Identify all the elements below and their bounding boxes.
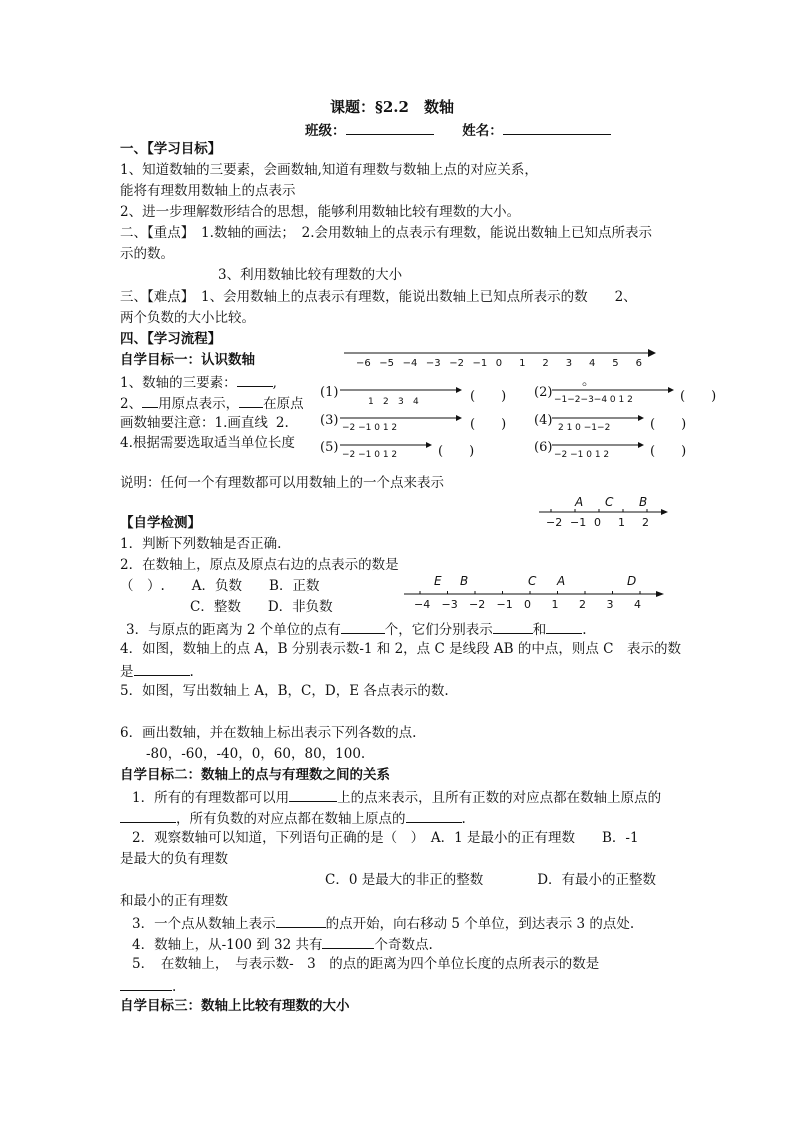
- main-axis-tick-label: 3: [565, 358, 573, 369]
- g2-p5-b: .: [172, 979, 177, 995]
- main-axis-tick-label: −1: [472, 358, 488, 369]
- main-axis-tick-label: 0: [495, 358, 503, 369]
- page-title: 课题：§2.2 数轴: [330, 98, 454, 116]
- positive-blank[interactable]: [239, 393, 263, 408]
- g2-p5: 5． 在数轴上， 与表示数- 3 的点的距离为四个单位长度的点所表示的数是: [132, 956, 600, 972]
- ed-tick-label: −2: [469, 598, 486, 611]
- mini-3-label: (3): [320, 413, 339, 428]
- q4-blank[interactable]: [134, 661, 190, 676]
- mini-axis-6: [552, 439, 652, 465]
- q3-text-d: .: [582, 622, 587, 638]
- goal1-l2-prefix: 2、: [120, 396, 143, 412]
- q6: 6．画出数轴，并在数轴上标出表示下列各数的点.: [120, 725, 417, 741]
- abc-tick-label: 0: [594, 516, 601, 529]
- ed-point-label: E: [434, 574, 442, 588]
- ed-point-label: C: [528, 574, 537, 588]
- g2-p3: [132, 913, 634, 933]
- main-axis-tick-label: −3: [425, 358, 441, 369]
- abc-number-line: [535, 494, 675, 530]
- check-heading: 【自学检测】: [120, 515, 201, 531]
- main-axis-tick-label: 5: [612, 358, 619, 369]
- class-blank[interactable]: [346, 120, 434, 135]
- mini-axis-2: [552, 384, 678, 410]
- g2-p1-d: .: [461, 811, 466, 827]
- goal1-l3-tail: 2.: [275, 415, 289, 431]
- q3-blank-3[interactable]: [546, 619, 582, 634]
- abc-tick-label: −1: [570, 516, 587, 529]
- g2-p2: 2．观察数轴可以知道，下列语句正确的是（ ） A．1 是最小的正有理数 B．-1: [132, 830, 639, 846]
- sec2-line1: 二、【重点】 1.数轴的画法； 2.会用数轴上的点表示有理数，能说出数轴上已知点所表示: [120, 225, 653, 241]
- sec1-line1: 1、知道数轴的三要素，会画数轴,知道有理数与数轴上点的对应关系，: [120, 162, 538, 178]
- mini-5-ticks: −2 −1 0 1 2: [342, 450, 398, 460]
- g2-p4-a: 4．数轴上，从-100 到 32 共有: [132, 937, 323, 953]
- g2-p3-a: 3．一个点从数轴上表示: [132, 916, 276, 932]
- goal1-l2-mid: 用原点表示，: [158, 396, 240, 412]
- main-number-line: [340, 346, 660, 372]
- goal1-line1: [120, 372, 277, 392]
- class-label: 班级：: [305, 123, 346, 139]
- mini-1-label: (1): [320, 385, 339, 400]
- mini-4-label: (4): [534, 413, 553, 428]
- main-axis-tick-label: −5: [379, 358, 395, 369]
- goal1-l1-comma: ,: [272, 375, 277, 391]
- g2-p1-blank-2[interactable]: [120, 808, 176, 823]
- q4-text-b: 是: [120, 664, 134, 680]
- class-field: [305, 120, 611, 140]
- mini-1-answer[interactable]: ( ): [470, 389, 507, 404]
- ed-tick-label: 0: [524, 598, 531, 611]
- sec1-heading: 一、【学习目标】: [120, 141, 222, 157]
- q4-text-c: .: [189, 664, 194, 680]
- abc-tick-label: 2: [642, 516, 649, 529]
- goal1-l3-text: 画数轴要注意：1.画直线: [120, 415, 268, 431]
- mini-2-answer[interactable]: ( ): [680, 389, 717, 404]
- mini-3-answer[interactable]: ( ): [470, 417, 507, 432]
- g2-p2-c: C．0 是最大的非正的整数 D．有最小的正整数: [325, 872, 657, 888]
- g2-p1-a: 1．所有的有理数都可以用: [132, 790, 290, 806]
- q3-text-a: 3．与原点的距离为 2 个单位的点有: [126, 622, 341, 638]
- g2-p3-blank[interactable]: [276, 913, 326, 928]
- q3: [126, 619, 587, 639]
- mini-axis-1: [340, 384, 466, 410]
- origin-blank[interactable]: [142, 393, 158, 408]
- ed-tick-label: −4: [414, 598, 431, 611]
- mini-6-label: (6): [534, 440, 553, 455]
- mini-6-ticks: −2 −1 0 1 2: [554, 450, 610, 460]
- mini-1-tick: 4: [413, 397, 419, 407]
- goal3-heading: 自学目标三：数轴上比较有理数的大小: [120, 998, 350, 1014]
- q3-blank-2[interactable]: [493, 619, 533, 634]
- q2-options-cd: C．整数 D．非负数: [190, 599, 333, 615]
- mini-2-ticks: −1−2−3−4 0 1 2: [554, 395, 633, 405]
- note: 说明：任何一个有理数都可以用数轴上的一个点来表示: [120, 475, 444, 491]
- q1: 1．判断下列数轴是否正确.: [120, 536, 282, 552]
- ed-point-label: D: [627, 574, 637, 588]
- name-label: 姓名：: [462, 123, 503, 139]
- mini-5-answer[interactable]: ( ): [438, 444, 475, 459]
- ed-point-label: B: [460, 574, 469, 588]
- goal1-heading: [120, 351, 255, 369]
- goal1-line2: [120, 393, 304, 413]
- g2-p1-c: ，所有负数的对应点都在数轴上原点的: [176, 811, 406, 827]
- mini-axis-3: [340, 412, 466, 438]
- q3-text-b: 个，它们分别表示: [384, 622, 493, 638]
- g2-p2-b: 是最大的负有理数: [120, 851, 228, 867]
- goal1-label: 自学目标一：认识数轴: [120, 352, 255, 368]
- main-axis-tick-label: 2: [542, 358, 549, 369]
- elements-blank[interactable]: [237, 372, 273, 387]
- mini-1-tick: 3: [398, 397, 404, 407]
- q6-numbers: -80，-60，-40，0，60，80，100.: [146, 746, 366, 762]
- mini-1-tick: 2: [383, 397, 389, 407]
- sec4-heading: 四、【学习流程】: [120, 331, 222, 347]
- ed-point-label: A: [557, 574, 566, 588]
- sec2-line3: 3、利用数轴比较有理数的大小: [218, 267, 403, 283]
- g2-p4: [132, 934, 433, 954]
- mini-3-ticks: −2 −1 0 1 2: [342, 423, 398, 433]
- mini-axis-5: [340, 439, 440, 465]
- ed-tick-label: 1: [551, 598, 559, 611]
- mini-1-tick: 1: [368, 397, 374, 407]
- q4: 4．如图，数轴上的点 A，B 分别表示数-1 和 2，点 C 是线段 AB 的中点，则点 C 表示的数: [120, 641, 681, 657]
- ed-tick-label: 3: [606, 598, 614, 611]
- ed-tick-label: 2: [579, 598, 586, 611]
- abc-point-label: C: [605, 495, 614, 509]
- main-axis-tick-label: 1: [519, 358, 526, 369]
- sec3-line1: 三、【难点】 1、会用数轴上的点表示有理数，能说出数轴上已知点所表示的数 2、: [120, 289, 637, 305]
- g2-p3-b: 的点开始，向右移动 5 个单位，到达表示 3 的点处.: [325, 916, 635, 932]
- sec3-line2: 两个负数的大小比较。: [120, 310, 255, 326]
- q3-blank-1[interactable]: [341, 619, 385, 634]
- main-axis-tick-label: −4: [402, 358, 418, 369]
- mini-2-label: (2): [534, 385, 553, 400]
- q4-cont: [120, 661, 194, 681]
- g2-p4-b: 个奇数点.: [374, 937, 433, 953]
- goal1-l1-text: 1、数轴的三要素：: [120, 375, 237, 391]
- q3-text-c: 和: [532, 622, 547, 638]
- mini-4-answer[interactable]: ( ): [650, 417, 687, 432]
- name-blank[interactable]: [503, 120, 611, 135]
- mini-4-ticks: 2 1 0 −1−2: [558, 423, 611, 433]
- main-axis-tick-label: 6: [635, 358, 642, 369]
- main-axis-tick-label: −6: [356, 358, 371, 369]
- main-axis-tick-label: −2: [449, 358, 464, 369]
- goal1-line4: 4.根据需要选取适当单位长度: [120, 435, 295, 451]
- abc-point-label: A: [575, 495, 584, 509]
- abc-tick-label: 1: [618, 516, 625, 529]
- sec1-line3: 2、进一步理解数形结合的思想，能够利用数轴比较有理数的大小。: [120, 204, 521, 220]
- g2-p5-cont: [120, 976, 176, 996]
- ed-tick-label: 4: [634, 598, 641, 611]
- g2-p1-b: 上的点来表示，且所有正数的对应点都在数轴上原点的: [337, 790, 662, 806]
- g2-p2-d: 和最小的正有理数: [120, 893, 228, 909]
- sec2-line2: 示的数。: [120, 246, 174, 262]
- abc-tick-label: −2: [546, 516, 563, 529]
- g2-p4-blank[interactable]: [322, 934, 374, 949]
- mini-5-label: (5): [320, 440, 339, 455]
- ed-tick-label: −1: [496, 598, 513, 611]
- goal1-line3: [120, 414, 289, 432]
- ebcad-number-line: [400, 572, 670, 612]
- sec1-line2: 能将有理数用数轴上的点表示: [120, 183, 296, 199]
- g2-p1-blank-1[interactable]: [289, 787, 337, 802]
- goal1-l2-end: 在原点: [263, 396, 304, 412]
- main-axis-arrow: [648, 349, 656, 357]
- g2-p1-blank-3[interactable]: [406, 808, 462, 823]
- goal1-dot: 。: [582, 373, 596, 389]
- g2-p1: [132, 787, 661, 807]
- q2-options-ab: （ ）. A．负数 B．正数: [120, 578, 320, 594]
- g2-p5-blank[interactable]: [120, 976, 172, 991]
- g2-p1-cont: [120, 808, 466, 828]
- ed-tick-label: −3: [441, 598, 458, 611]
- q5: 5．如图，写出数轴上 A，B，C，D，E 各点表示的数.: [120, 683, 449, 699]
- q2: 2．在数轴上，原点及原点右边的点表示的数是: [120, 557, 399, 573]
- goal2-heading: 自学目标二：数轴上的点与有理数之间的关系: [120, 767, 390, 783]
- abc-point-label: B: [639, 495, 648, 509]
- mini-6-answer[interactable]: ( ): [650, 444, 687, 459]
- main-axis-tick-label: 4: [589, 358, 596, 369]
